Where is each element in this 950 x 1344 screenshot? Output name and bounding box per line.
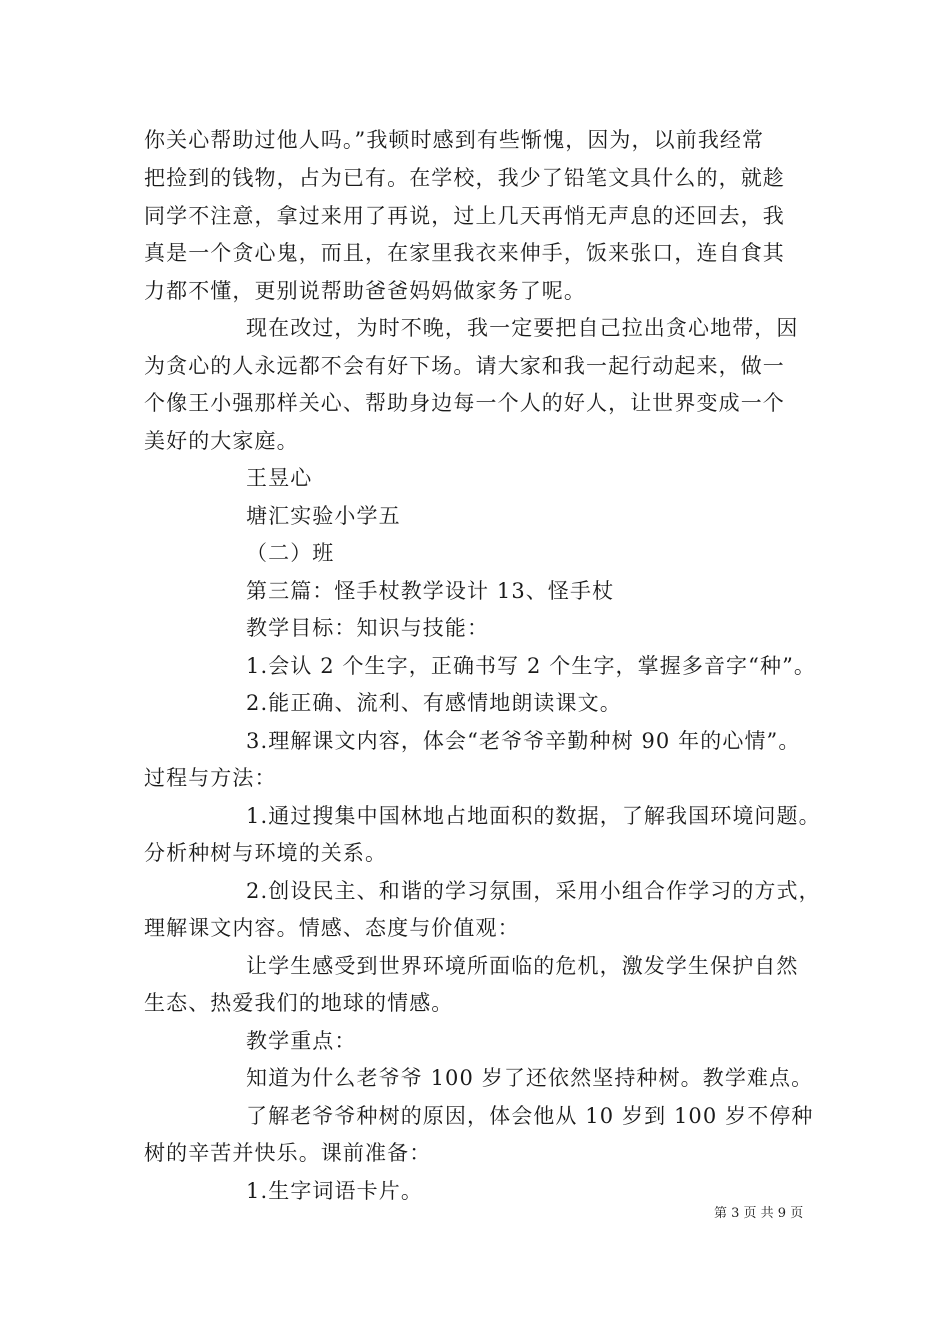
text-line: 1.生字词语卡片。	[246, 1179, 423, 1203]
text-line: 1.通过搜集中国林地占地面积的数据，了解我国环境问题。	[246, 804, 821, 828]
text-line: 2.能正确、流利、有感情地朗读课文。	[246, 691, 622, 715]
text-line: 现在改过，为时不晚，我一定要把自己拉出贪心地带，因	[246, 316, 799, 340]
text-line: 真是一个贪心鬼，而且，在家里我衣来伸手，饭来张口，连自食其	[144, 241, 785, 265]
text-line: 1.会认 2 个生字，正确书写 2 个生字，掌握多音字“种”。	[246, 654, 817, 678]
text-line: 同学不注意，拿过来用了再说，过上几天再悄无声息的还回去，我	[144, 204, 785, 228]
text-line: 分析种树与环境的关系。	[144, 841, 388, 865]
text-line: 个像王小强那样关心、帮助身边每一个人的好人，让世界变成一个	[144, 391, 785, 415]
text-line: 让学生感受到世界环境所面临的危机，激发学生保护自然	[246, 954, 799, 978]
text-line: 理解课文内容。情感、态度与价值观：	[144, 916, 520, 940]
text-line: 3.理解课文内容，体会“老爷爷辛勤种树 90 年的心情”。	[246, 729, 801, 753]
text-line: 教学重点：	[246, 1029, 357, 1053]
author-school: 塘汇实验小学五	[246, 504, 401, 528]
author-class: （二）班	[246, 541, 335, 565]
text-line: 美好的大家庭。	[144, 429, 299, 453]
text-line: 知道为什么老爷爷 100 岁了还依然坚持种树。教学难点。	[246, 1066, 814, 1090]
section-title: 第三篇：怪手杖教学设计 13、怪手杖	[246, 579, 615, 603]
text-line: 教学目标：知识与技能：	[246, 616, 490, 640]
text-line: 把捡到的钱物，占为已有。在学校，我少了铅笔文具什么的，就趁	[144, 166, 785, 190]
text-line: 2.创设民主、和谐的学习氛围，采用小组合作学习的方式，	[246, 879, 821, 903]
text-line: 你关心帮助过他人吗。”我顿时感到有些惭愧，因为，以前我经常	[144, 128, 765, 152]
page-number: 第 3 页 共 9 页	[714, 1206, 804, 1221]
text-line: 生态、热爱我们的地球的情感。	[144, 991, 454, 1015]
author-name: 王昱心	[246, 466, 313, 490]
text-line: 了解老爷爷种树的原因，体会他从 10 岁到 100 岁不停种	[246, 1104, 814, 1128]
text-line: 力都不懂，更别说帮助爸爸妈妈做家务了呢。	[144, 279, 586, 303]
text-line: 过程与方法：	[144, 766, 277, 790]
text-line: 树的辛苦并快乐。课前准备：	[144, 1141, 432, 1165]
text-line: 为贪心的人永远都不会有好下场。请大家和我一起行动起来，做一	[144, 354, 785, 378]
